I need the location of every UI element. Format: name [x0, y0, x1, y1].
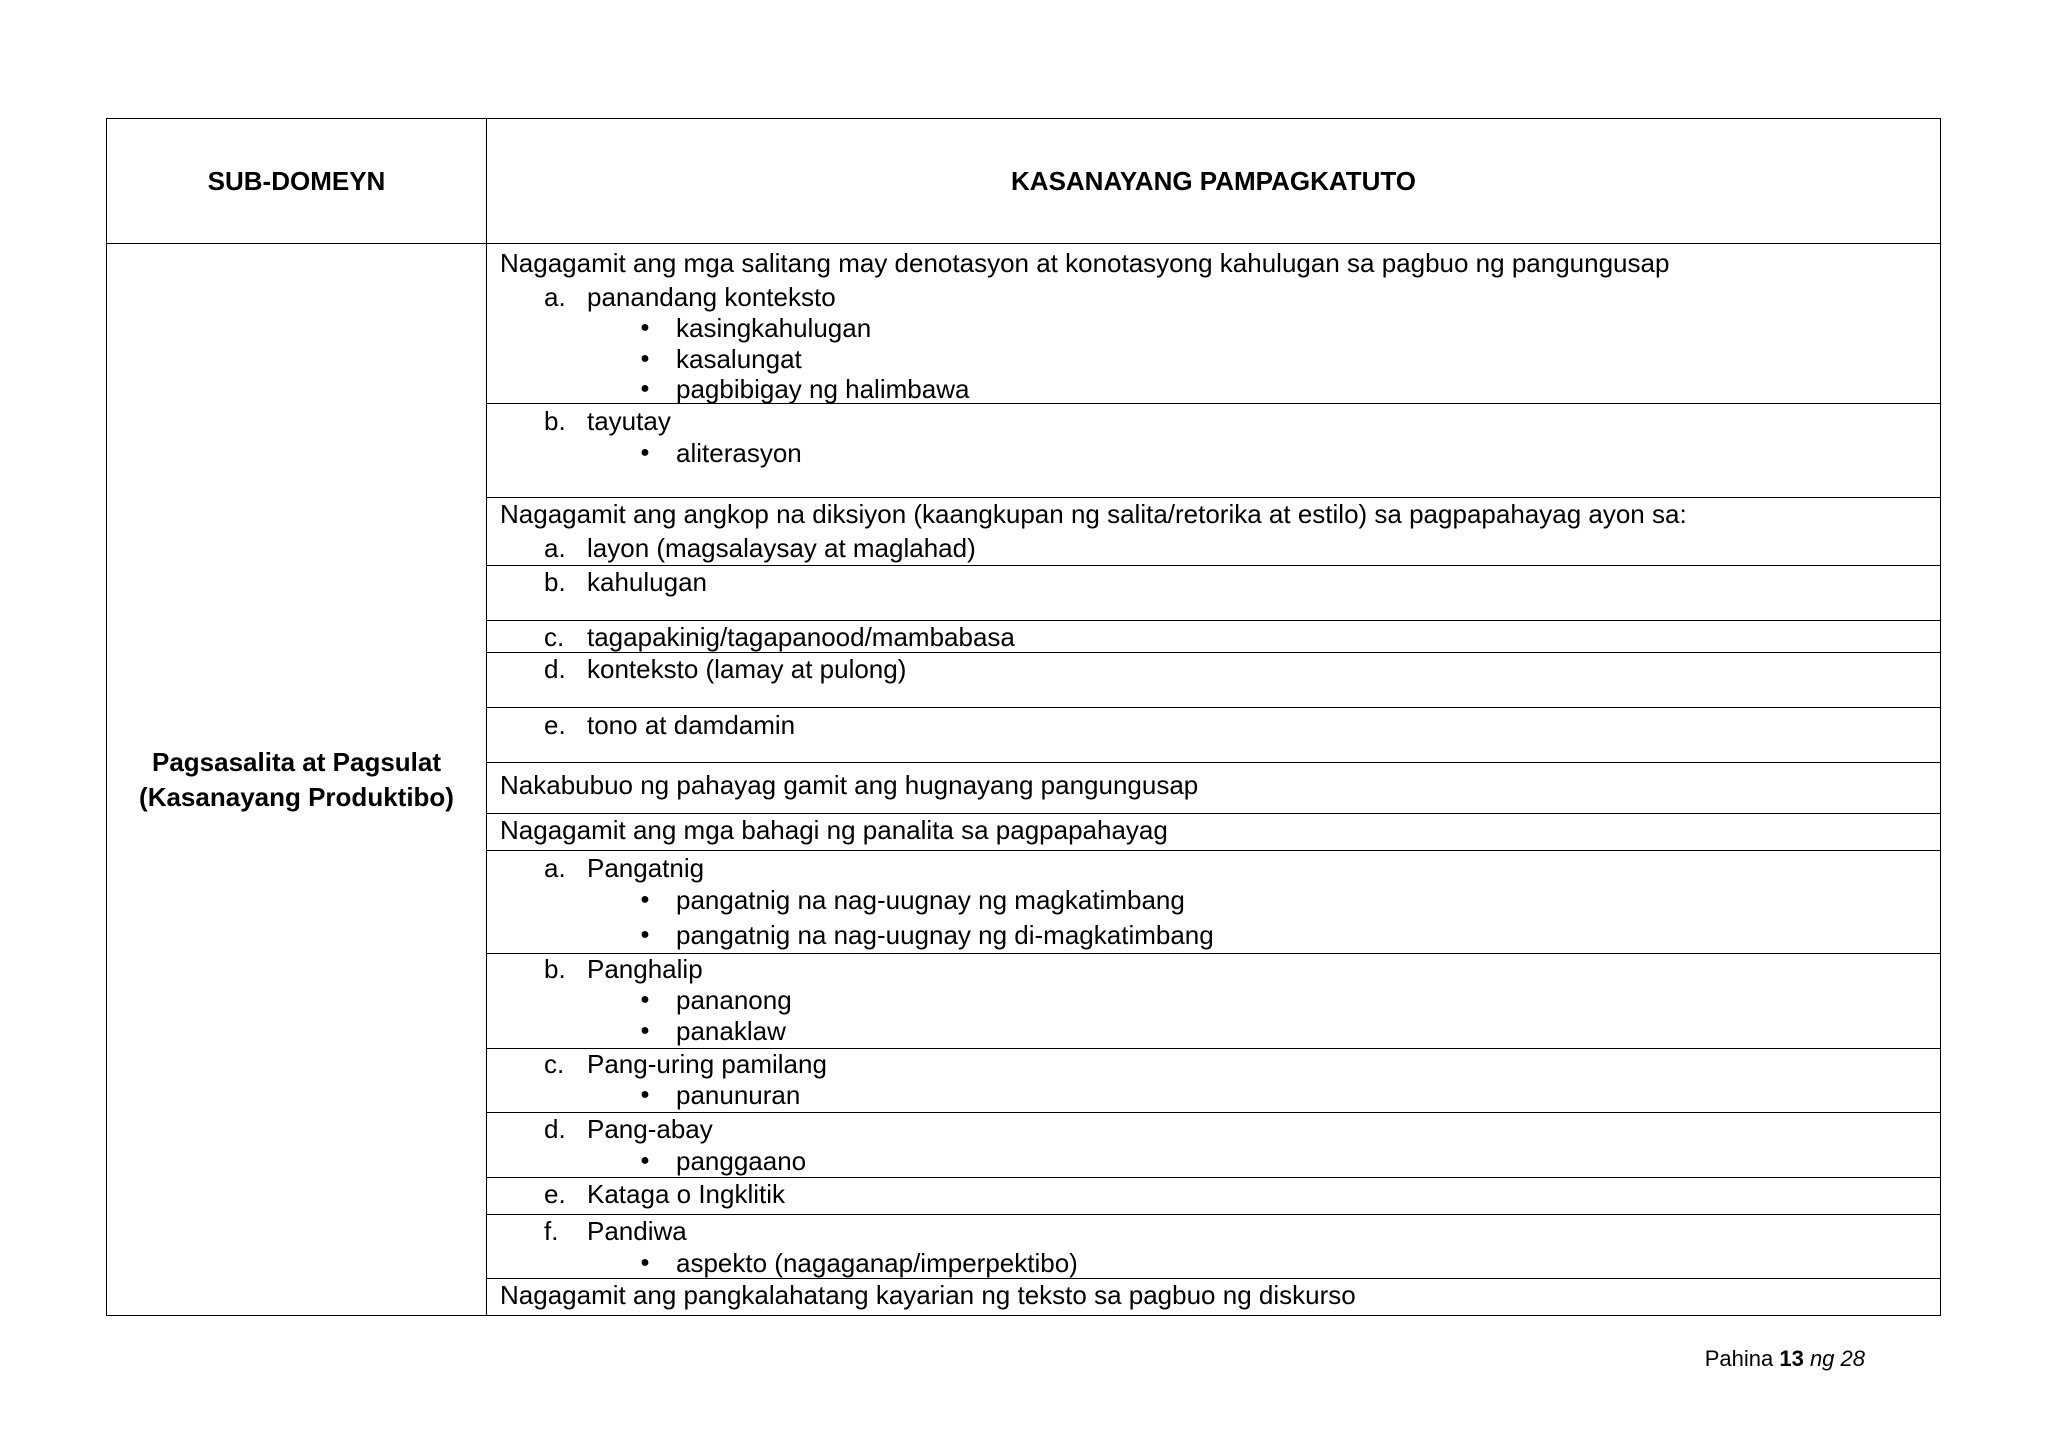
item-text: Pang-uring pamilang: [587, 1049, 827, 1079]
item-text: kahulugan: [587, 567, 707, 597]
bullet-text: pangatnig na nag-uugnay ng magkatimbang: [676, 885, 1185, 915]
item-text: panandang konteksto: [587, 282, 836, 312]
bullet-icon: ●: [640, 1254, 650, 1271]
bullet-icon: ●: [640, 991, 650, 1008]
table-row: [107, 244, 1941, 404]
item-text: Pangatnig: [587, 853, 705, 883]
skill-cell: [487, 763, 1941, 814]
skill-cell: [487, 621, 1941, 653]
table-header-row: [107, 119, 1941, 244]
skill-cell: [487, 653, 1941, 708]
item-letter: a.: [544, 533, 566, 563]
item-letter: a.: [544, 282, 566, 312]
item-text: Kataga o Ingklitik: [587, 1179, 786, 1209]
page-total: ng 28: [1809, 1346, 1865, 1371]
item-text: konteksto (lamay at pulong): [587, 654, 907, 684]
item-text: Pang-abay: [587, 1114, 713, 1144]
item-letter: e.: [544, 1179, 566, 1209]
item-letter: e.: [544, 710, 566, 740]
bullet-icon: ●: [640, 891, 650, 908]
competency-text: Nagagamit ang angkop na diksiyon (kaangkupan ng salita/retorika at estilo) sa pagpapahayag ayon sa:: [500, 499, 1687, 529]
item-text: tono at damdamin: [587, 710, 796, 740]
bullet-icon: ●: [640, 319, 650, 336]
skill-cell: [487, 1178, 1941, 1215]
item-text: tayutay: [587, 406, 671, 436]
bullet-text: panggaano: [676, 1146, 807, 1176]
bullet-text: kasalungat: [676, 344, 802, 374]
item-letter: b.: [544, 954, 566, 984]
skill-cell: [487, 566, 1941, 621]
sub-domain-name-line1: Pagsasalita at Pagsulat: [151, 746, 442, 777]
competency-table: [106, 118, 1941, 1316]
bullet-text: kasingkahulugan: [676, 313, 872, 343]
bullet-text: panunuran: [676, 1080, 801, 1110]
skill-cell: [487, 851, 1941, 954]
page-current: 13: [1779, 1346, 1804, 1371]
competency-text: Nagagamit ang mga salitang may denotasyon at konotasyong kahulugan sa pagbuo ng pangungusap: [500, 248, 1670, 278]
skill-cell: [487, 1113, 1941, 1178]
bullet-icon: ●: [640, 1152, 650, 1169]
item-letter: d.: [544, 1114, 566, 1144]
item-letter: f.: [544, 1216, 559, 1246]
item-letter: d.: [544, 654, 566, 684]
bullet-text: pananong: [676, 985, 792, 1015]
item-text: tagapakinig/tagapanood/mambabasa: [587, 622, 1015, 652]
skill-cell: [487, 404, 1941, 498]
item-letter: a.: [544, 853, 566, 883]
header-sub-domain: SUB-DOMEYN: [107, 119, 487, 244]
page-number: [1705, 1346, 1865, 1372]
item-text: layon (magsalaysay at maglahad): [587, 533, 976, 563]
competency-text: Nagagamit ang pangkalahatang kayarian ng teksto sa pagbuo ng diskurso: [500, 1280, 1356, 1310]
bullet-text: aliterasyon: [676, 438, 802, 468]
header-skills: KASANAYANG PAMPAGKATUTO: [487, 119, 1941, 244]
item-letter: c.: [544, 1049, 565, 1079]
page-label: Pahina: [1704, 1346, 1774, 1371]
bullet-text: panaklaw: [676, 1016, 786, 1046]
bullet-icon: ●: [640, 380, 650, 397]
skill-cell: [487, 1049, 1941, 1113]
bullet-text: pangatnig na nag-uugnay ng di-magkatimbang: [676, 920, 1214, 950]
item-text: Panghalip: [587, 954, 703, 984]
bullet-icon: ●: [640, 350, 650, 367]
skill-cell: [487, 708, 1941, 763]
competency-text: Nakabubuo ng pahayag gamit ang hugnayang pangungusap: [500, 770, 1199, 800]
bullet-text: pagbibigay ng halimbawa: [676, 374, 970, 404]
item-letter: b.: [544, 406, 566, 436]
skill-cell: [487, 1279, 1941, 1316]
competency-text: Nagagamit ang mga bahagi ng panalita sa pagpapahayag: [500, 815, 1168, 845]
bullet-icon: ●: [640, 926, 650, 943]
sub-domain-name-line2: (Kasanayang Produktibo): [139, 781, 454, 812]
bullet-icon: ●: [640, 444, 650, 461]
bullet-icon: ●: [640, 1086, 650, 1103]
item-text: Pandiwa: [587, 1216, 687, 1246]
sub-domain-cell: [107, 244, 487, 1316]
skill-cell: [487, 954, 1941, 1049]
bullet-icon: ●: [640, 1022, 650, 1039]
skill-cell: [487, 498, 1941, 566]
item-letter: b.: [544, 567, 566, 597]
item-letter: c.: [544, 622, 565, 652]
skill-cell: [487, 244, 1941, 404]
skill-cell: [487, 814, 1941, 851]
bullet-text: aspekto (nagaganap/imperpektibo): [676, 1248, 1078, 1278]
skill-cell: [487, 1215, 1941, 1279]
